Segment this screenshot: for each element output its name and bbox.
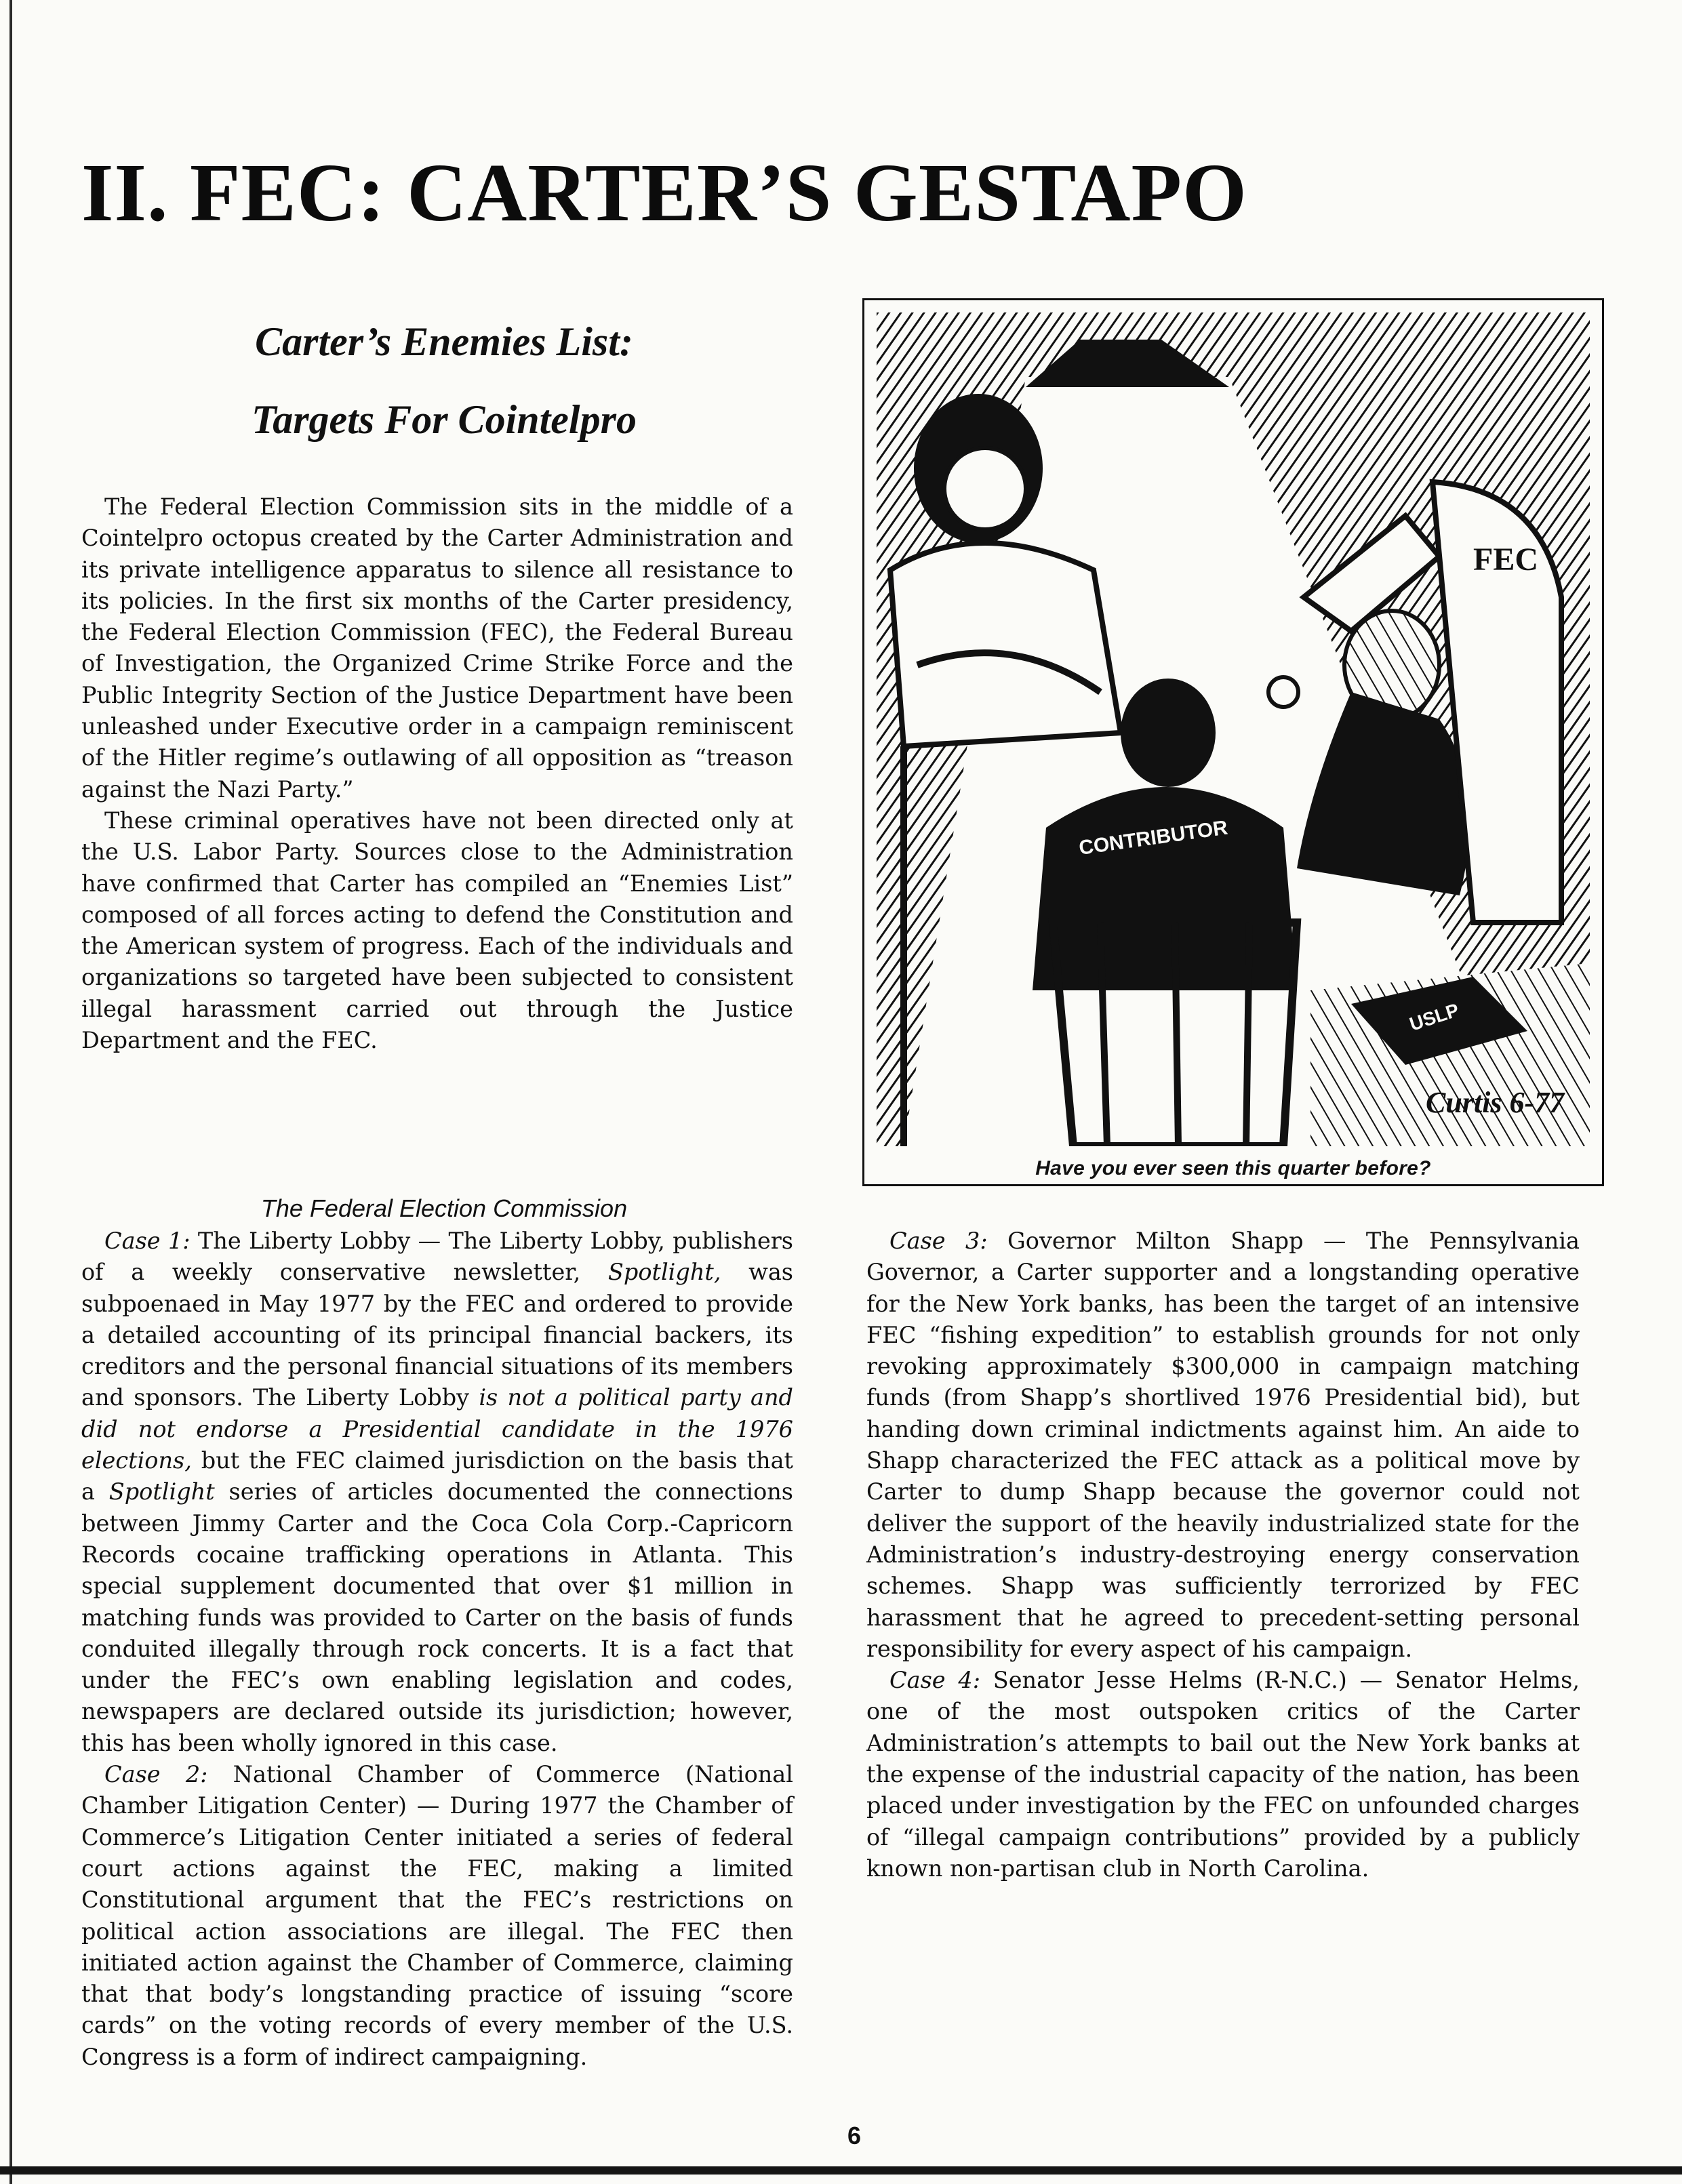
case-1-text-b: was subpoenaed in May 1977 by the FEC and ordered to provide a detailed accounting of its principal financial backers, its creditors and the personal financial situations of its members and sponsors. The Liberty Lobby: [81, 1259, 793, 1411]
intro-paragraph-2: These criminal operatives have not been directed only at the U.S. Labor Party. Sources close to the Administration have confirmed that Carter has compiled an “Enemies List” composed of all forces acting to defend the Constitution and the American system of progress. Each of the individuals and organizations so targeted have been subjected to consistent illegal harassment carried out through the Justice Department and the FEC.: [81, 807, 793, 1054]
page-number: 6: [847, 2122, 862, 2149]
case-2-label: Case 2:: [104, 1761, 208, 1788]
case-1-text-a: The Liberty Lobby — The Liberty Lobby, publishers of a weekly conservative newsletter,: [81, 1228, 793, 1286]
article-subtitle-line-2: Targets For Cointelpro: [252, 397, 637, 442]
case-4-label: Case 4:: [889, 1667, 980, 1694]
quarter-coin: [1268, 677, 1298, 707]
case-1-label: Case 1:: [104, 1228, 191, 1254]
fec-label: FEC: [1473, 542, 1538, 578]
artist-signature: Curtis 6-77: [1426, 1086, 1565, 1119]
case-3-label: Case 3:: [889, 1228, 988, 1254]
case-1-text-c: but the FEC claimed jurisdiction on the basis that a: [81, 1447, 793, 1505]
intro-column: [81, 491, 793, 1056]
case-1-spotlight: Spotlight,: [607, 1259, 721, 1286]
page-left-rule: [9, 0, 12, 2184]
editorial-cartoon: [862, 298, 1604, 1186]
case-3-paragraph: [866, 1226, 1580, 1665]
case-4-text: Senator Jesse Helms (R-N.C.) — Senator Helms, one of the most outspoken critics of the Carter Administration’s attempts to bail out the New York banks at the expense of the industrial capacity of the nation, has been placed under investigation by the FEC on unfounded charges of “illegal campaign contributions” provided by a publicly known non-partisan club in North Carolina.: [866, 1667, 1580, 1882]
case-1-text-d: series of articles documented the connections between Jimmy Carter and the Coca Cola Corp.-Capricorn Records cocaine trafficking operations in Atlanta. This special supplement documented that over $1 million in matching funds was provided to Carter on the basis of funds conduited illegally through rock concerts. It is a fact that under the FEC’s own enabling legislation and codes, newspapers are declared outside its jurisdiction; however, this has been wholly ignored in this case.: [81, 1478, 793, 1756]
body-column-left: [81, 1226, 793, 2073]
article-subtitle-line-1: Carter’s Enemies List:: [255, 319, 633, 364]
case-1-spotlight-2: Spotlight: [108, 1478, 215, 1505]
case-1-emphasis: is not a political party and did not endorse a Presidential candidate in the 1976 elections,: [81, 1384, 793, 1474]
intro-paragraph-1: The Federal Election Commission sits in the middle of a Cointelpro octopus created by the Carter Administration and its private intelligence apparatus to silence all resistance to its policies. In the first six months of the Carter presidency, the Federal Election Commission (FEC), the Federal Bureau of Investigation, the Organized Crime Strike Force and the Public Integrity Section of the Justice Department have been unleashed under Executive order in a campaign reminiscent of the Hitler regime’s outlawing of all opposition as “treason against the Nazi Party.”: [81, 493, 793, 803]
case-1-paragraph: [81, 1226, 793, 1759]
case-2-paragraph: [81, 1759, 793, 2073]
book-label: USLP: [1407, 999, 1462, 1035]
section-heading: The Federal Election Commission: [260, 1194, 628, 1222]
case-4-paragraph: [866, 1665, 1580, 1884]
page-bottom-rule: [0, 2166, 1682, 2175]
body-column-right: [866, 1226, 1580, 1884]
contributor-label: CONTRIBUTOR: [1077, 816, 1229, 860]
case-2-text: National Chamber of Commerce (National Chamber Litigation Center) — During 1977 the Chamber of Commerce’s Litigation Center initiated a series of federal court actions against the FEC, making a limited Constitutional argument that the FEC’s restrictions on political action associations are illegal. The FEC then initiated action against the Chamber of Commerce, claiming that that body’s longstanding practice of issuing “score cards” on the voting records of every member of the U.S. Congress is a form of indirect campaigning.: [81, 1761, 793, 2070]
case-3-text: Governor Milton Shapp — The Pennsylvania Governor, a Carter supporter and a longstanding operative for the New York banks, has been the target of an intensive FEC “fishing expedition” to establish grounds for not only revoking approximately $300,000 in campaign matching funds (from Shapp’s shortlived 1976 Presidential bid), but handing down criminal indictments against him. An aide to Shapp characterized the FEC attack as a political move by Carter to dump Shapp because the governor could not deliver the support of the heavily industrialized state for the Administration’s industry-destroying energy conservation schemes. Shapp was sufficiently terrorized by FEC harassment that he agreed to precedent-setting personal responsibility for every aspect of his campaign.: [866, 1228, 1580, 1662]
page-title: II. FEC: CARTER’S GESTAPO: [81, 147, 1247, 239]
cartoon-illustration: [877, 312, 1590, 1146]
cartoon-caption: Have you ever seen this quarter before?: [1035, 1157, 1431, 1179]
